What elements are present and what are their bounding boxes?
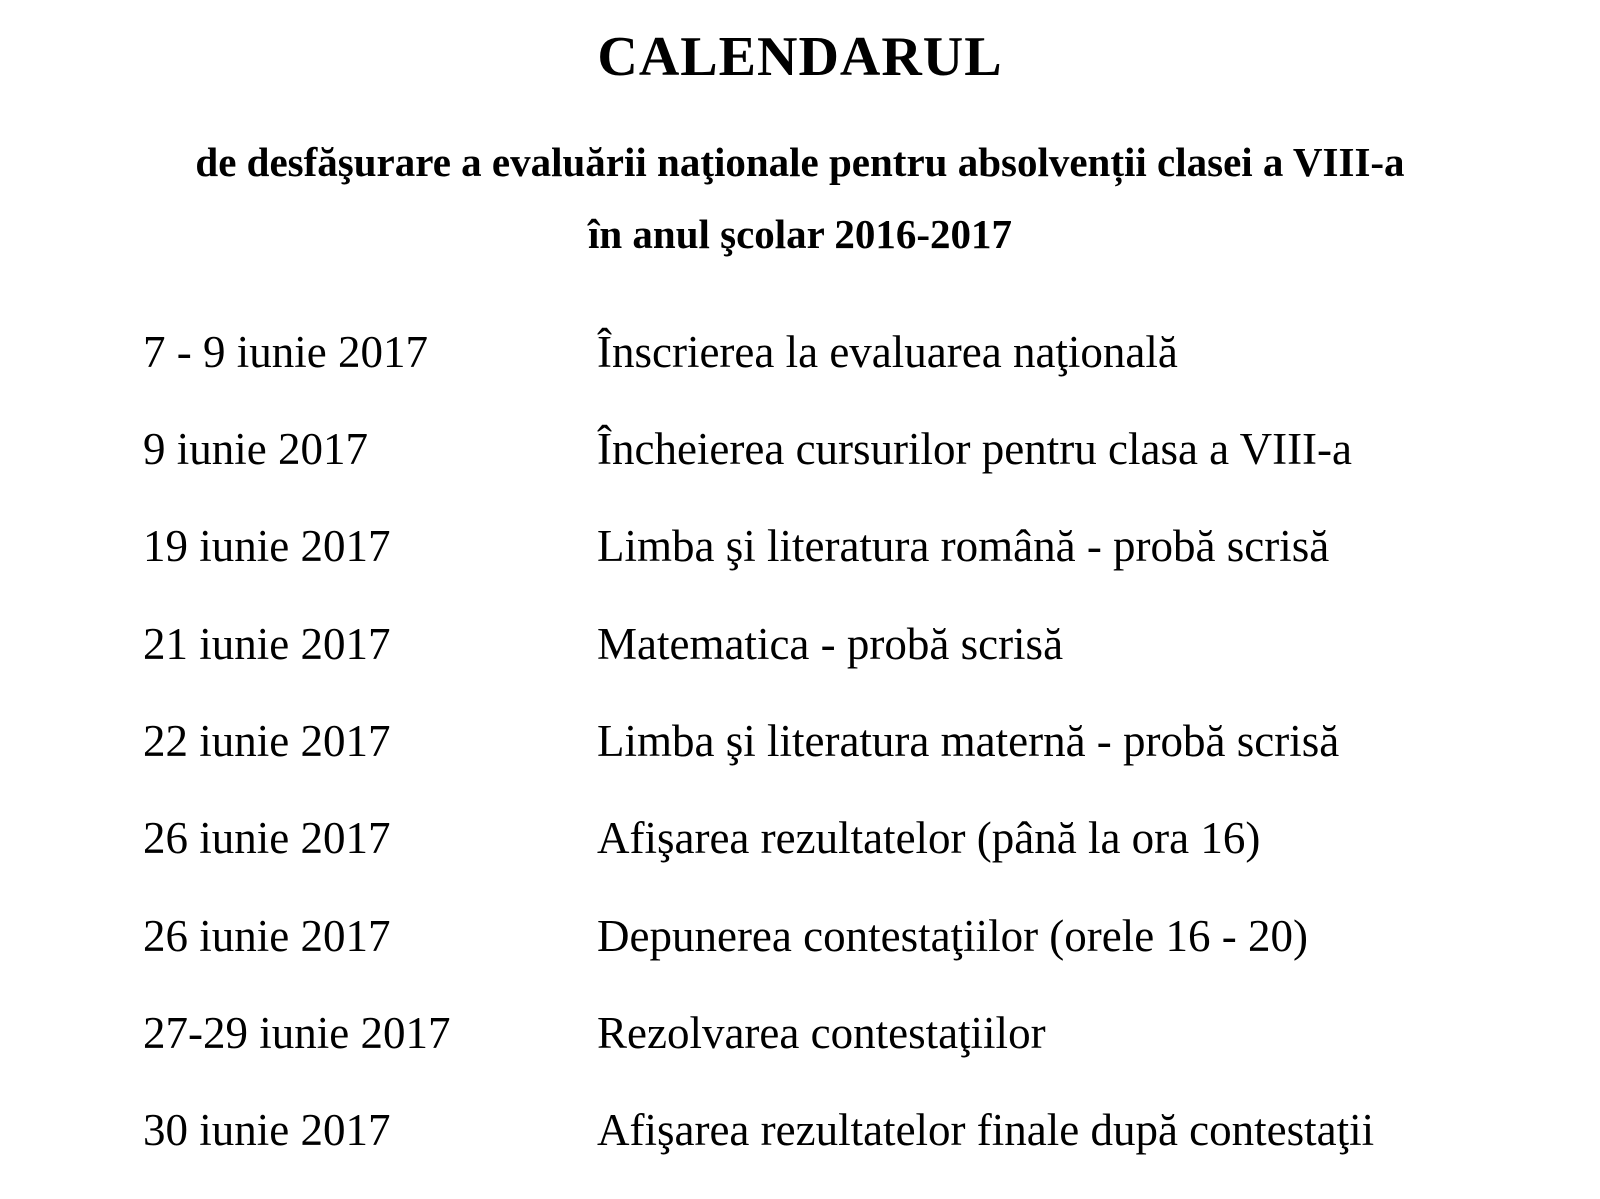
schedule-date: 7 - 9 iunie 2017 [143, 327, 428, 377]
document-subtitle-line1: de desfăşurare a evaluării naţionale pentru absolvenții clasei a VIII-a [195, 139, 1405, 185]
schedule-event: Încheierea cursurilor pentru clasa a VIII-a [597, 424, 1353, 474]
schedule-date: 26 iunie 2017 [143, 911, 391, 961]
schedule-event: Depunerea contestaţiilor (orele 16 - 20) [597, 911, 1308, 961]
schedule-date: 26 iunie 2017 [143, 813, 391, 863]
schedule-row [0, 322, 1600, 382]
schedule-row [0, 711, 1600, 771]
schedule-date: 9 iunie 2017 [143, 424, 368, 474]
schedule-event: Afişarea rezultatelor (până la ora 16) [597, 813, 1261, 863]
schedule-row [0, 614, 1600, 674]
document-subtitle-line2: în anul şcolar 2016-2017 [587, 211, 1013, 257]
schedule-date: 21 iunie 2017 [143, 619, 391, 669]
schedule-event: Afişarea rezultatelor finale după contestaţii [597, 1105, 1375, 1155]
schedule-row [0, 808, 1600, 868]
schedule-date: 27-29 iunie 2017 [143, 1008, 451, 1058]
schedule-event: Rezolvarea contestaţiilor [597, 1008, 1046, 1058]
schedule-date: 22 iunie 2017 [143, 716, 391, 766]
schedule-date: 30 iunie 2017 [143, 1105, 391, 1155]
schedule-row [0, 906, 1600, 966]
schedule-date: 19 iunie 2017 [143, 521, 391, 571]
schedule-event: Limba şi literatura română - probă scrisă [597, 521, 1330, 571]
schedule-row [0, 419, 1600, 479]
document-title: CALENDARUL [597, 26, 1003, 88]
schedule-row [0, 1003, 1600, 1063]
schedule-event: Matematica - probă scrisă [597, 619, 1064, 669]
schedule-row [0, 1100, 1600, 1160]
schedule-event: Înscrierea la evaluarea naţională [597, 327, 1178, 377]
schedule-event: Limba şi literatura maternă - probă scrisă [597, 716, 1340, 766]
schedule-row [0, 516, 1600, 576]
